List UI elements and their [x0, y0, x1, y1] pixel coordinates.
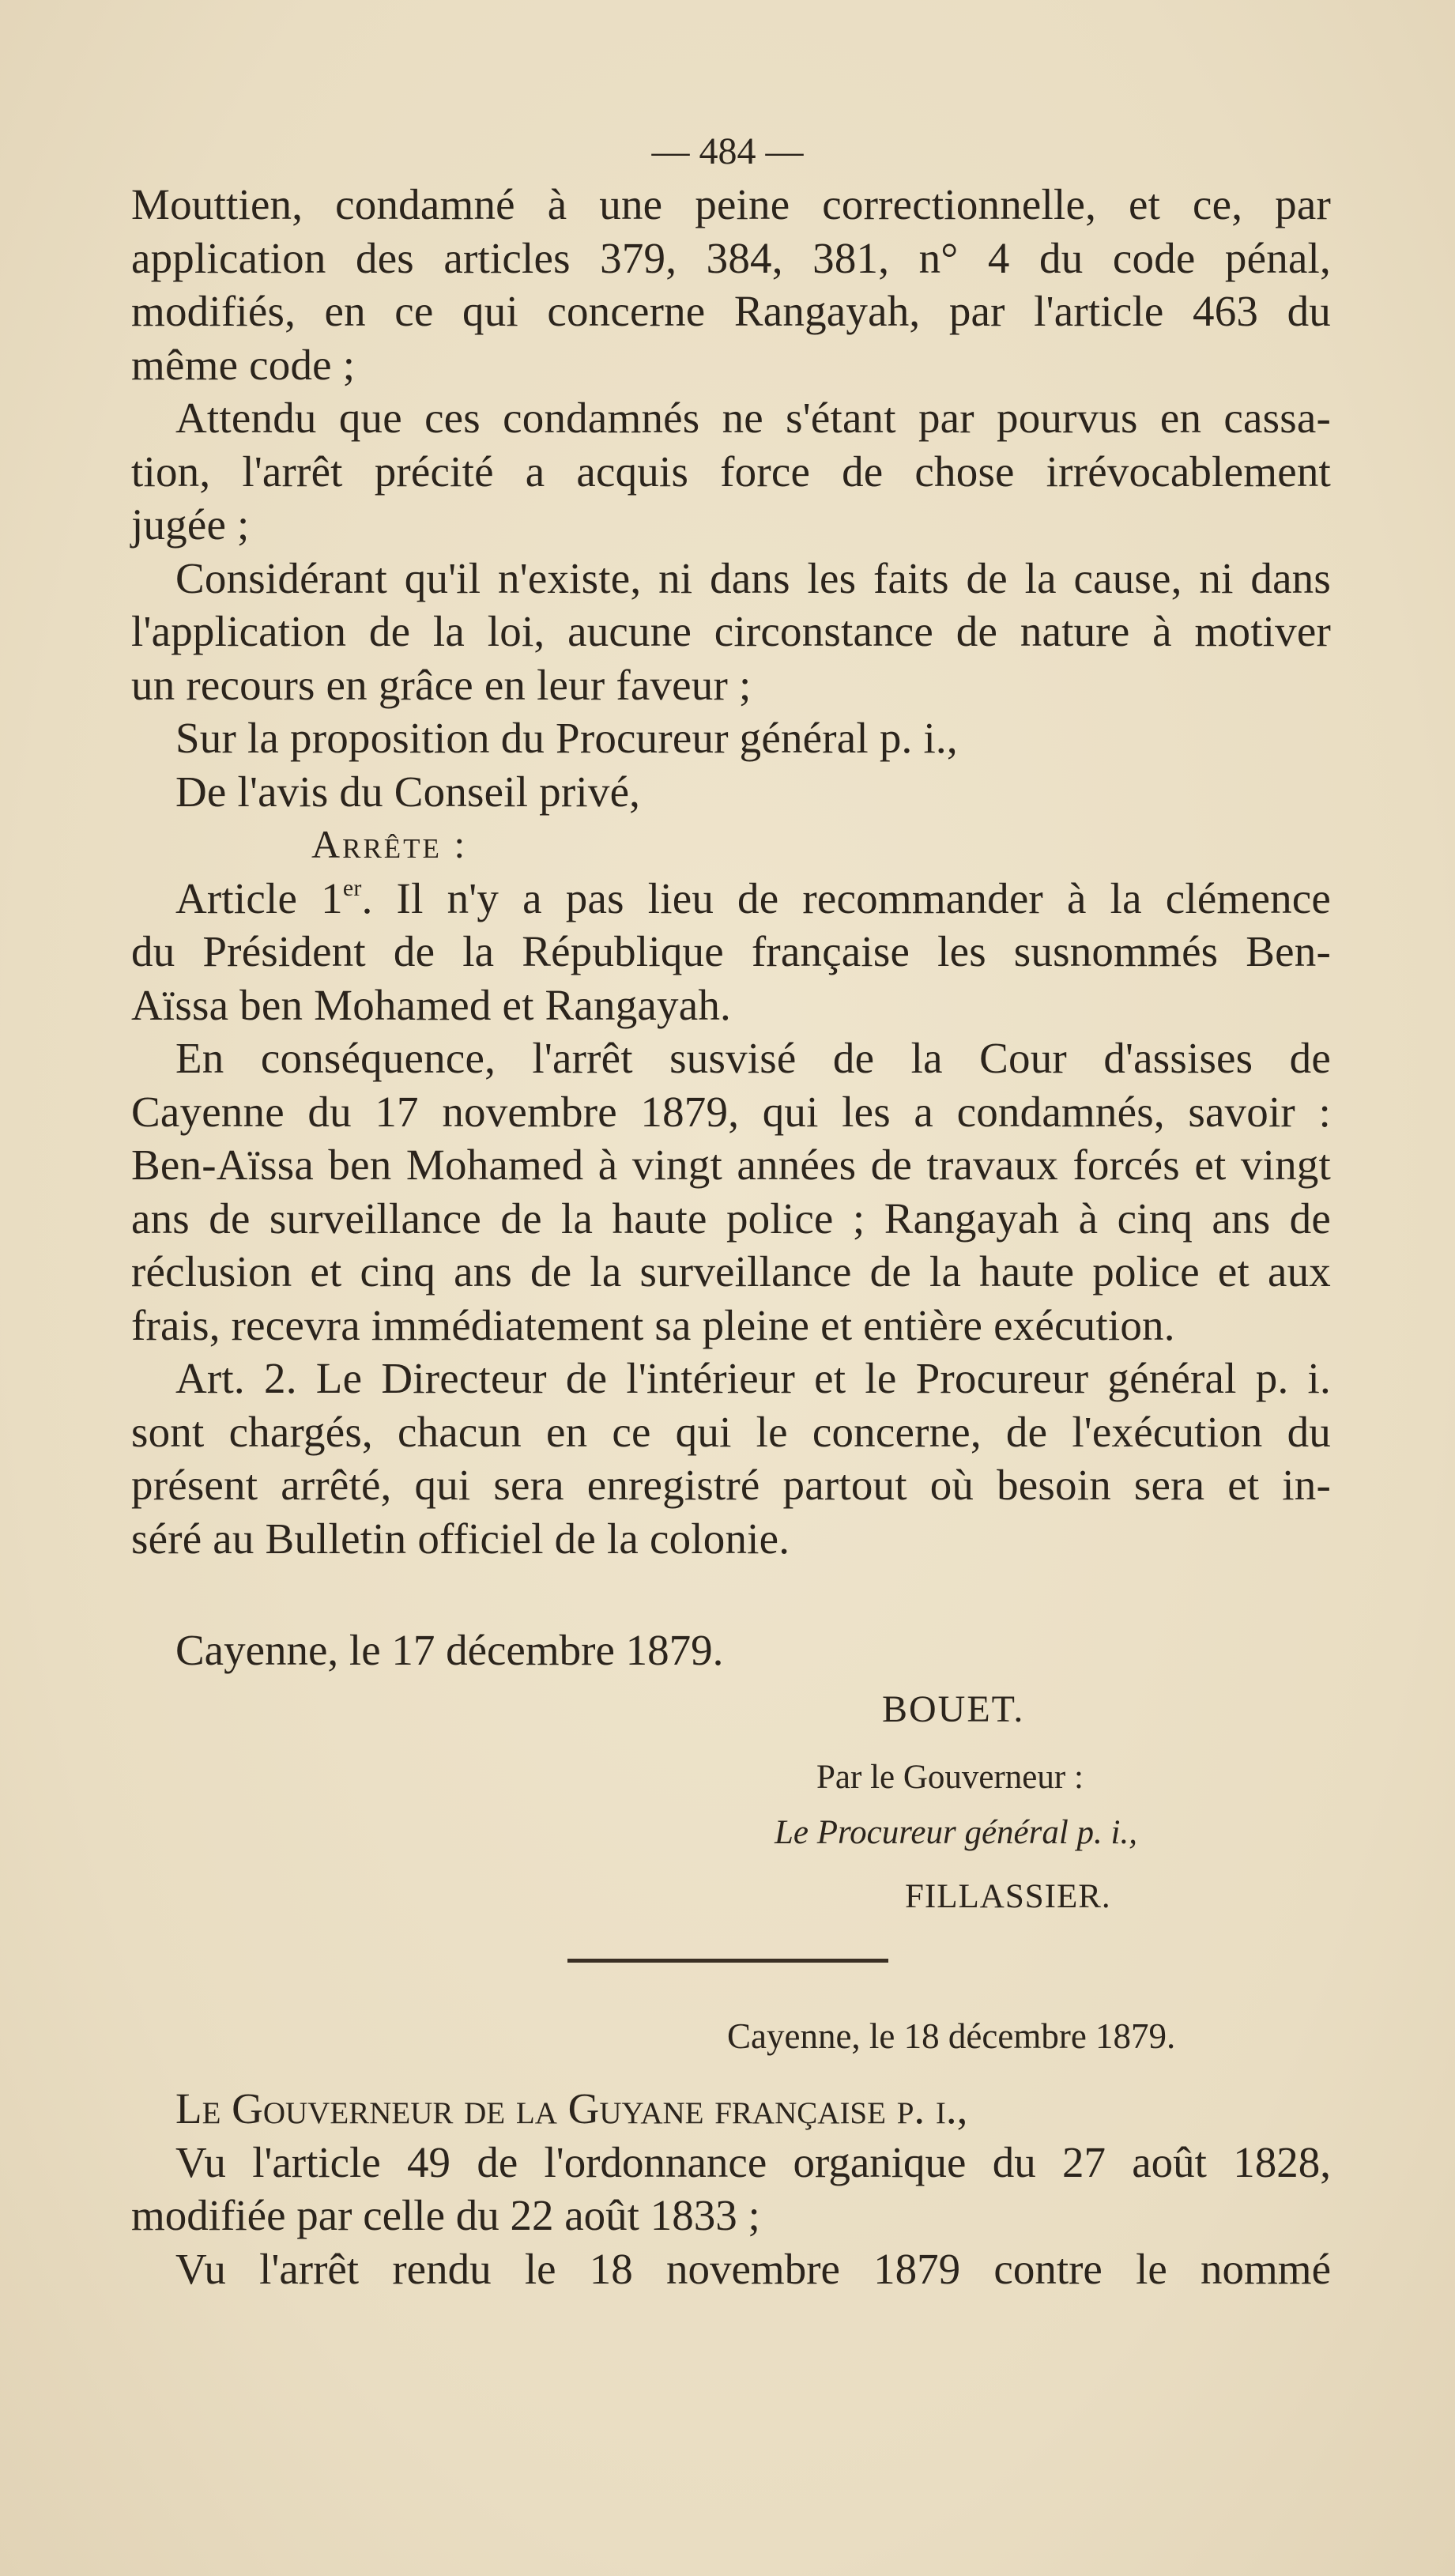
text-line: Ben-Aïssa ben Mohamed à vingt années de travaux forcés et vingt	[131, 1141, 1331, 1189]
place-date: Cayenne, le 17 décembre 1879.	[175, 1626, 724, 1674]
text-line: un recours en grâce en leur faveur ;	[131, 660, 752, 709]
text-line: En conséquence, l'arrêt susvisé de la Cour d'assises de	[175, 1034, 1331, 1082]
text-line: Attendu que ces condamnés ne s'étant par pourvus en cassa-	[175, 394, 1331, 442]
text-line: même code ;	[131, 340, 356, 389]
decree-heading: Arrête :	[311, 822, 468, 866]
text-line: réclusion et cinq ans de la surveillance de la haute police et aux	[131, 1247, 1331, 1296]
section-divider	[567, 1959, 888, 1963]
text-line: Art. 2. Le Directeur de l'intérieur et le Procureur général p. i.	[175, 1354, 1331, 1402]
second-decree-body	[131, 2082, 1331, 2295]
text-line: Cayenne du 17 novembre 1879, qui les a condamnés, savoir :	[131, 1087, 1331, 1136]
page-number: — 484 —	[651, 130, 804, 172]
signature-role: Le Procureur général p. i.,	[775, 1814, 1137, 1851]
second-decree-date: Cayenne, le 18 décembre 1879.	[727, 2016, 1176, 2056]
text-line: présent arrêté, qui sera enregistré partout où besoin sera et in-	[131, 1461, 1331, 1509]
text-line: Vu l'article 49 de l'ordonnance organique du 27 août 1828,	[175, 2137, 1331, 2186]
text-line: De l'avis du Conseil privé,	[175, 767, 641, 816]
article-1-sup: er	[342, 874, 362, 901]
text-line: sont chargés, chacun en ce qui le concerne, de l'exécution du	[131, 1407, 1331, 1456]
text-line: du Président de la République française les susnommés Ben-	[131, 927, 1331, 975]
signature-by-line: Par le Gouverneur :	[816, 1759, 1084, 1796]
text-line: frais, recevra immédiatement sa pleine et entière exécution.	[131, 1300, 1175, 1349]
text-line: Aïssa ben Mohamed et Rangayah.	[131, 980, 732, 1029]
article-1-prefix: Article 1	[175, 873, 343, 922]
text-line: modifiés, en ce qui concerne Rangayah, par l'article 463 du	[131, 287, 1331, 335]
signature-official: FILLASSIER.	[905, 1878, 1111, 1915]
text-line: Sur la proposition du Procureur général p. i.,	[175, 714, 958, 762]
text-line: jugée ;	[131, 500, 250, 549]
text-line: modifiée par celle du 22 août 1833 ;	[131, 2191, 760, 2239]
second-decree-opening: Le Gouverneur de la Guyane française p. i.,	[175, 2084, 968, 2133]
text-line: Vu l'arrêt rendu le 18 novembre 1879 contre le nommé	[175, 2244, 1331, 2293]
decree-body	[131, 178, 1331, 1565]
text-line: application des articles 379, 384, 381, n° 4 du code pénal,	[131, 233, 1331, 282]
text-line: Considérant qu'il n'existe, ni dans les faits de la cause, ni dans	[175, 553, 1331, 602]
text-line: Mouttien, condamné à une peine correctionnelle, et ce, par	[131, 180, 1331, 228]
text-line: tion, l'arrêt précité a acquis force de chose irrévocablement	[131, 447, 1331, 496]
article-1-rest: . Il n'y a pas lieu de recommander à la clémence	[361, 873, 1331, 922]
signature-name: BOUET.	[882, 1688, 1025, 1730]
text-line	[131, 2082, 1331, 2136]
article-1-line	[131, 872, 1331, 926]
text-line: ans de surveillance de la haute police ; Rangayah à cinq ans de	[131, 1194, 1331, 1243]
text-line: l'application de la loi, aucune circonstance de nature à motiver	[131, 607, 1331, 655]
text-line: séré au Bulletin officiel de la colonie.	[131, 1514, 790, 1563]
